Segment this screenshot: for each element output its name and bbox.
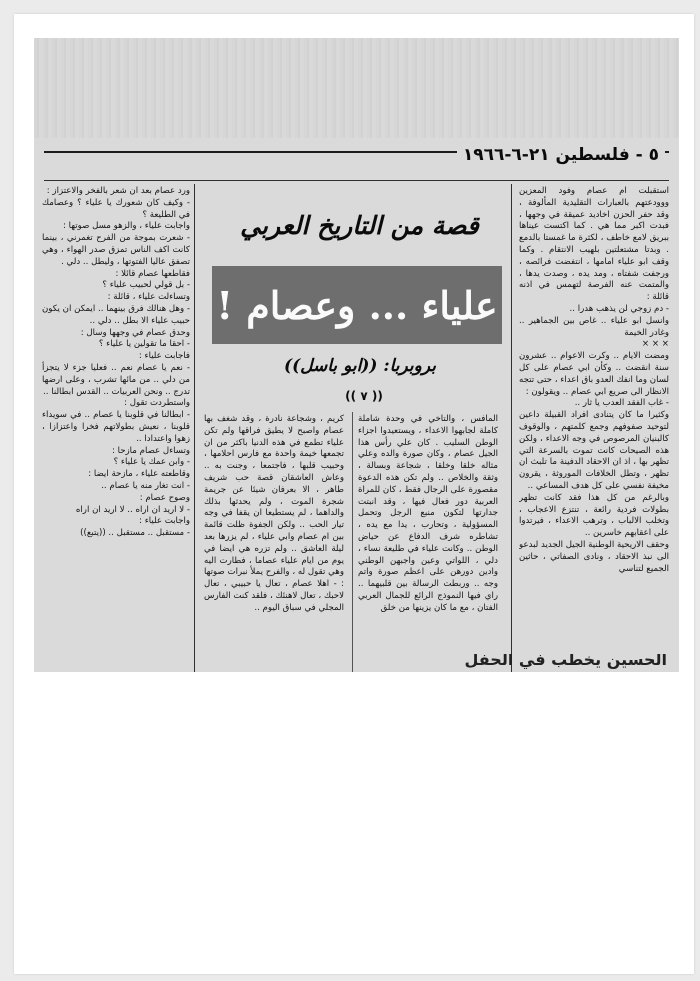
middle-column-right — [358, 414, 498, 672]
middle-left-text: كريم ، وشجاعة نادرة ، وقد شغف بها عصام واصبح لا يطيق فراقها ولم تكن علياء تطمع في هذه الدنيا باكثر من ان تجمعها خيمة واحدة مع فارس احلامها ، وحبيب قلبها ، فاجتمعا ، وجنت به .. وعاش العاشقان قصة حب شريف طاهر ، الا بعرفان شيئا عن جريمة شجرة الموت ، ولم يحدثها بذلك والداهما ، لم يستطيعا ان يقفا في وجه تيار الحب .. ولكن الجفوة ظلت قائمة بين ام عصام وابي علياء ، لم يزرها بعد ليلة العاشق .. ولم تزره هي ايضا في يوم من ايام علياء عصاما ، فطارت اليه وهي تقول له ، والفرح يملأ نبرات صوتها : - اهلا عصام ، تعال يا حبيبي ، تعال لاحبك ، تعال لاهنئك ، فلقد كنت الفارس المجلي في سباق اليوم .. — [204, 414, 344, 613]
left-column — [42, 186, 190, 672]
dateline: ٥ - فلسطين ٢١-٦-١٩٦٦ — [457, 145, 665, 165]
middle-divider — [352, 412, 353, 672]
middle-right-text: المافس ، والتاخي في وحدة شاملة كاملة لجابهوا الاعداء ، ويستعيدوا اجزاء الوطن السليب . كان علي رأس هذا الجيل عصام ، وكان صورة والده وعلي مثاله خلقا وخلقا ، شجاعة وبسالة ، وثقة والخلاص .. ولم تكن هذه الدعوة مقصورة على الرجال فقط ، كان للمراة العربية دور فعال فيها ، وقد انبتت جدارتها لتكون منبع الرجل وتحمل المسؤولية ، وتحارب ، يدا مع يده ، تشاطره شرف الدفاع عن حياض الوطن .. وكانت علياء في طليعة نساء ، دلي ، اللواتي وعين واجبهن الوطني وادين دورهن على اعظم صورة واتم وجه .. وربطت الرسالة بين قلبيهما .. راي فيها النموذج الرائع للجمال العربي الفتان ، مع ما كان يزينها من خلق — [358, 414, 498, 613]
left-column-text: ورد عصام بعد ان شعر بالفخر والاعتزاز : - وكيف كان شعورك يا علياء ؟ وعصامك في الطليعة ؟ واجابت علياء ، والزهو مسل صوتها : - شعرت بموجة من الفرح تغمرني ، بينما كانت اكف الناس تمزق صدر الهواء ، وهي تصفق عاليا الفتوتها ، وليطل .. دلي . فقاطعها عصام قائلا : - بل قولي لحبيب علياء ؟ وتساءلت علياء ، قائلة : - وهل هنالك فرق بينهما .. ايمكن ان يكون حبيب علياء الا بطل .. دلي .. وحدق عصام في وجهها وسال : - احقا ما تقولين يا علياء ؟ فاجابت علياء : - نعم يا عصام نعم .. فعليا جزء لا يتجزأ من دلي .. من مائها تشرب ، وعلى ارضها تدرج .. ونحن العربيات .. القدس ابطالنا .. واستطردت تقول : - ابطالنا في قلوبنا يا عصام .. في سويداء قلوبنا ، نعيش بطولاتهم فخرا واعتزازا ، زهوا واعتدادا .. وتساءل عصام مازحا : - وابن عمك يا علياء ؟ وقاطعته علياء ، مازحة ايضا : - انت تغار منه يا عصام .. وصوح عصام : - لا اريد ان اراه .. لا اريد ان اراه واجابت علياء : - مستقبل .. مستقبل .. ((يتبع)) — [42, 186, 190, 539]
body-rule — [44, 180, 669, 181]
right-column-text: استقبلت ام عصام وفود المعزين ووودعتهم بالعبارات التقليدية المألوفة ، وقد حفر الحزن اخاديد عميقة في وجهها ، فبدت اكبر مما هي . كما اكتست عيناها ببريق لامع خاطف ، لكثرة ما غمستا بالدمع . وبدتا مشتعلتين بلهيب الانتقام . وكما وقف ابو علياء امامها ، انتفضت فرائصه ، ورجفت شفتاه ، ومد يده ، وصدت يدها ، والمتمت عنه الفرصة لتهمس في اذنه قائلة : - دم زوجي لن يذهب هدرا .. وانسل ابو علياء .. غاص بين الجماهير .. وغادر الخيمة × × × ومضت الايام .. وكرت الاعوام .. عشرون سنة انقضت .. وكأن ابي عصام على كل لسان وما انفك العدو باق اعداء ، حتى تتجه الانظار الى صريع ابي عصام .. ويقولون : - غاب الفقد العدب يا ثار .. وكثيرا ما كان يتنادى افراد القبيلة داعين لتوحيد صفوفهم وجمع كلمتهم ، والوقوف كالبنيان المرصوص في وجه الاعداء ، ولكن هذه الصيحات كانت تموت بالسرعة التي تظهر بها ، اذ ان الاحقاد الدفينة ما تلبث ان تظهر ، وتطل الخلافات الموروثة ، يقرون مخيفة نفسي على كل هدف المساعي .. وبالرغم من كل هذا فقد كانت تظهر بطولات فردية رائعة ، تنتزع الاعجاب ، وتخلب الالباب ، وترهب الاعداء ، فيرتدوا على اعقابهم خاسرين .. وحقف الاريحية الوطنية الجيل الجديد لبدعو الى نبذ الاحقاد ، ونادى الصفاتي ، حاثين الجميع لتناسي — [519, 186, 669, 574]
section-title: قصة من التاريخ العربي — [240, 210, 479, 240]
right-column — [519, 186, 669, 672]
column-divider-left — [194, 184, 195, 672]
part-number: (( ٧ )) — [345, 389, 383, 403]
middle-column-left — [204, 414, 344, 672]
cut-off-headline — [34, 654, 679, 674]
scan-noise — [34, 38, 679, 138]
newspaper-clipping — [34, 38, 679, 672]
story-title-banner: علياء ... وعصام ! — [212, 266, 502, 344]
scanned-page — [14, 14, 694, 974]
byline: بروبربا: ((ابو باسل)) — [284, 356, 436, 376]
column-divider-right — [511, 184, 512, 672]
cut-off-headline-text: الحسين يخطب في الحفل — [464, 654, 667, 669]
